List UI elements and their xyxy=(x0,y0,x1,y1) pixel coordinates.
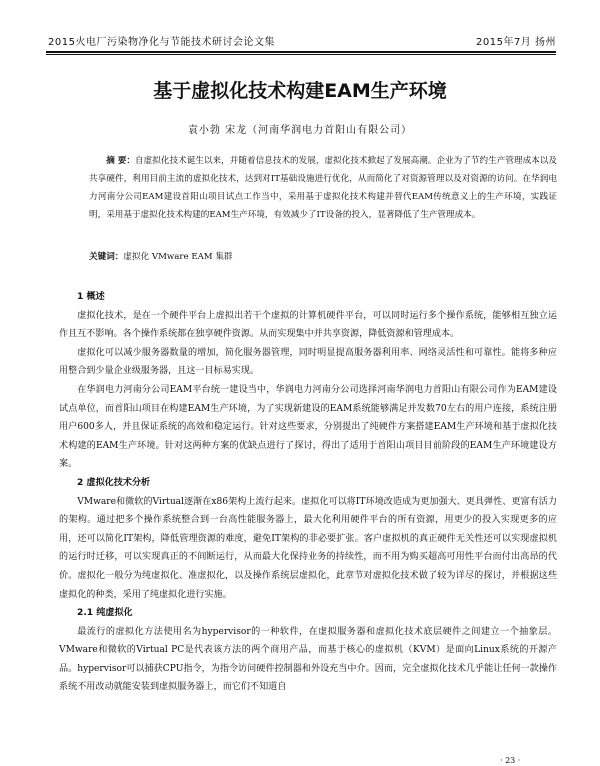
header-left: 2015火电厂污染物净化与节能技术研讨会论文集 xyxy=(48,37,275,48)
abstract-text: 自虚拟化技术诞生以来，并随着信息技术的发展，虚拟化技术掀起了发展高潮。企业为了节约生产管理成本以及共享硬件，利用目前主流的虚拟化技术，达到对IT基础设施进行优化，从而简化了对资源管理以及对资源的访问。在华润电力河南分公司EAM建设首阳山项目试点工作当中，采用基于虚拟化技术构建并替代EAM传统意义上的生产环境，实践证明，采用基于虚拟化技术构建的EAM生产环境，有效减少了IT设备的投入，显著降低了生产管理成本。 xyxy=(89,156,557,220)
abstract-label: 摘 要： xyxy=(106,156,136,166)
header-rule xyxy=(46,51,556,53)
paper-title: 基于虚拟化技术构建EAM生产环境 xyxy=(153,80,447,102)
keywords-label: 关键词： xyxy=(89,252,124,262)
paragraph: 在华润电力河南分公司EAM平台统一建设当中，华润电力河南分公司选择河南华润电力首阳山有限公司作为EAM建设试点单位，而首阳山项目在构建EAM生产环境，为了实现新建设的EAM系统能够满足并发数70左右的用户连接，系统注册用户600多人，并且保证系统的高效和稳定运行。针对这些要求，分别提出了纯硬件方案搭建EAM生产环境和基于虚拟化技术构建的EAM生产环境。针对这两种方案的优缺点进行了探讨，得出了适用于首阳山项目目前阶段的EAM生产环境建设方案。 xyxy=(59,384,557,470)
keywords-text: 虚拟化 VMware EAM 集群 xyxy=(123,252,233,262)
authors: 袁小勃 宋龙（河南华润电力首阳山有限公司） xyxy=(187,125,413,136)
paragraph: 虚拟化技术，是在一个硬件平台上虚拟出若干个虚拟的计算机硬件平台，可以同时运行多个操作系统，能够相互独立运作且互不影响。各个操作系统都在独享硬件资源。从而实现集中并共享资源，降低资源和管理成本。 xyxy=(59,310,557,340)
section-heading: 2 虚拟化技术分析 xyxy=(77,477,151,488)
page-number: · 23 · xyxy=(500,756,521,765)
paragraph: 虚拟化可以减少服务器数量的增加，简化服务器管理，同时明显提高服务器利用率、网络灵活性和可靠性。能将多种应用整合到少量企业级服务器，且这一目标易实现。 xyxy=(59,347,557,377)
running-header xyxy=(48,33,556,48)
body-text xyxy=(59,288,557,697)
abstract xyxy=(89,152,557,224)
header-rule-thin xyxy=(46,54,556,55)
paragraph: VMware和微软的Virtual逐渐在x86架构上流行起来。虚拟化可以将IT环境改造成为更加强大、更具弹性、更富有活力的架构。通过把多个操作系统整合到一台高性能服务器上，最大化利用硬件平台的所有资源，用更少的投入实现更多的应用，还可以简化IT架构，降低管理资源的难度，避免IT架构的非必要扩张。客户虚拟机的真正硬件无关性还可以实现虚拟机的运行时迁移，可以实现真正的不间断运行，从而最大化保持业务的持续性，而不用为购买超高可用性平台而付出高昂的代价。虚拟化一般分为纯虚拟化、准虚拟化，以及操作系统层虚拟化，此章节对虚拟化技术做了较为详尽的探讨，并根据这些虚拟化的种类，采用了纯虚拟化进行实施。 xyxy=(59,496,557,600)
keywords xyxy=(89,248,557,266)
section-heading: 1 概述 xyxy=(77,292,105,302)
paragraph: 最流行的虚拟化方法使用名为hypervisor的一种软件，在虚拟服务器和虚拟化技术底层硬件之间建立一个抽象层。VMware和微软的Virtual PC是代表该方法的两个商用产品，而基于核心的虚拟机（KVM）是面向Linux系统的开源产品。hypervisor可以捕获CPU指令，为指令访问硬件控制器和外设充当中介。因而，完全虚拟化技术几乎能让任何一款操作系统不用改动就能安装到虚拟服务器上，而它们不知道自 xyxy=(59,626,557,693)
header-right: 2015年7月 扬州 xyxy=(476,37,556,48)
subsection-heading: 2.1 纯虚拟化 xyxy=(77,608,133,619)
